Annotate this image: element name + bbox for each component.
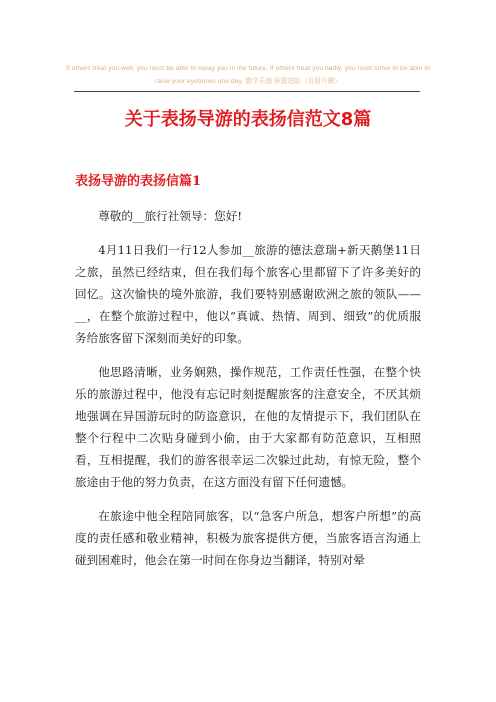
header-divider <box>74 91 420 92</box>
header-note <box>60 62 436 88</box>
header-chinese-note: 勤学乐施 积极进取（页眉可删） <box>245 78 342 85</box>
body-paragraph: 他思路清晰，业务娴熟，操作规范，工作责任性强，在整个快乐的旅游过程中，他没有忘记时刻提醒旅客的注意安全，不厌其烦地强调在异国游玩时的防盗意识，在他的友情提示下，我们团队在整个行程中二次贴身碰到小偷，由于大家都有防范意识，互相照看，互相提醒，我们的游客很幸运二次躲过此劫，有惊无险，整个旅途由于他的努力负责，在这方面没有留下任何遗憾。 <box>75 365 421 489</box>
document-title: 关于表扬导游的表扬信范文8篇 <box>124 109 372 130</box>
body-paragraph: 在旅途中他全程陪同旅客，以“急客户所急，想客户所想”的高度的责任感和敬业精神，积极为旅客提供方便，当旅客语言沟通上碰到困难时，他会在第一时间在你身边当翻译，特别对晕 <box>75 509 421 567</box>
salutation-paragraph: 尊敬的__旅行社领导：您好! <box>98 209 242 223</box>
section-heading: 表扬导游的表扬信篇1 <box>75 174 202 189</box>
header-english-note: If others treat you well, you must be able to repay you in the future. If others treat you badly, you must strive to be able to raise your eyebrows one day. <box>65 65 431 85</box>
body-paragraph: 4月11日我们一行12人参加__旅游的德法意瑞+新天鹅堡11日之旅，虽然已经结束，但在我们每个旅客心里都留下了许多美好的回忆。这次愉快的境外旅游，我们要特别感谢欧洲之旅的领队——__，在整个旅游过程中，他以“真诚、热情、周到、细致”的优质服务给旅客留下深刻而美好的印象。 <box>75 243 421 345</box>
letter-body <box>75 205 421 583</box>
